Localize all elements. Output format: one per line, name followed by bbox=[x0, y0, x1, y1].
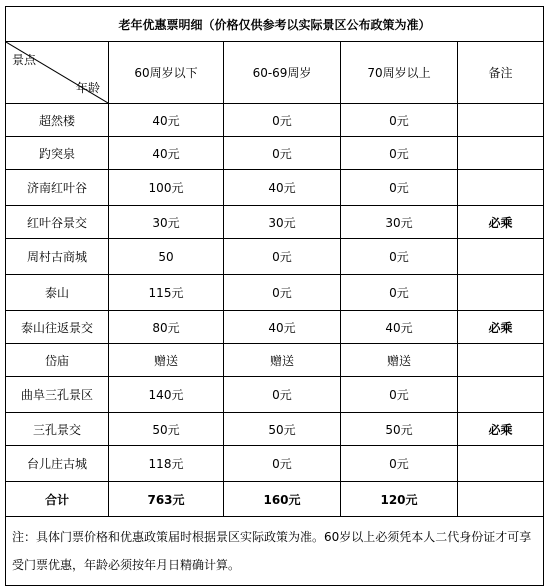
total-label: 合计 bbox=[6, 482, 109, 517]
attraction-name: 泰山往返景交 bbox=[6, 311, 109, 344]
senior-ticket-table bbox=[5, 6, 544, 586]
price-60-69: 0元 bbox=[224, 377, 341, 413]
price-60-69: 0元 bbox=[224, 137, 341, 170]
price-under-60: 80元 bbox=[109, 311, 224, 344]
attraction-name: 岱庙 bbox=[6, 344, 109, 377]
table-row bbox=[6, 137, 544, 170]
price-60-69: 0元 bbox=[224, 275, 341, 311]
table-title: 老年优惠票明细（价格仅供参考以实际景区公布政策为准） bbox=[6, 7, 544, 42]
price-60-69: 30元 bbox=[224, 206, 341, 239]
price-under-60: 100元 bbox=[109, 170, 224, 206]
attraction-name: 超然楼 bbox=[6, 104, 109, 137]
remark: 必乘 bbox=[458, 311, 544, 344]
price-under-60: 50 bbox=[109, 239, 224, 275]
remark bbox=[458, 137, 544, 170]
remark bbox=[458, 239, 544, 275]
price-under-60: 30元 bbox=[109, 206, 224, 239]
price-under-60: 40元 bbox=[109, 137, 224, 170]
price-over-70: 0元 bbox=[341, 446, 458, 482]
table-title-row bbox=[6, 7, 544, 42]
table-row bbox=[6, 344, 544, 377]
total-under-60: 763元 bbox=[109, 482, 224, 517]
price-60-69: 50元 bbox=[224, 413, 341, 446]
attraction-name: 台儿庄古城 bbox=[6, 446, 109, 482]
header-note: 备注 bbox=[458, 42, 544, 104]
header-under-60: 60周岁以下 bbox=[109, 42, 224, 104]
table-row bbox=[6, 377, 544, 413]
attraction-name: 三孔景交 bbox=[6, 413, 109, 446]
attraction-name: 曲阜三孔景区 bbox=[6, 377, 109, 413]
attraction-name: 泰山 bbox=[6, 275, 109, 311]
table-row bbox=[6, 446, 544, 482]
price-under-60: 40元 bbox=[109, 104, 224, 137]
price-60-69: 40元 bbox=[224, 311, 341, 344]
price-60-69: 0元 bbox=[224, 446, 341, 482]
price-60-69: 0元 bbox=[224, 104, 341, 137]
remark bbox=[458, 275, 544, 311]
table-row bbox=[6, 104, 544, 137]
price-over-70: 0元 bbox=[341, 377, 458, 413]
price-under-60: 140元 bbox=[109, 377, 224, 413]
remark bbox=[458, 377, 544, 413]
table-row bbox=[6, 170, 544, 206]
price-60-69: 40元 bbox=[224, 170, 341, 206]
price-over-70: 0元 bbox=[341, 104, 458, 137]
price-over-70: 0元 bbox=[341, 239, 458, 275]
price-under-60: 118元 bbox=[109, 446, 224, 482]
table-row bbox=[6, 311, 544, 344]
ticket-table-wrapper bbox=[5, 6, 543, 586]
remark bbox=[458, 170, 544, 206]
table-body bbox=[6, 104, 544, 482]
remark bbox=[458, 344, 544, 377]
header-row bbox=[6, 42, 544, 104]
price-over-70: 赠送 bbox=[341, 344, 458, 377]
footnote-row bbox=[6, 517, 544, 586]
price-over-70: 50元 bbox=[341, 413, 458, 446]
footnote-text: 注：具体门票价格和优惠政策届时根据景区实际政策为准。60岁以上必须凭本人二代身份证才可享受门票优惠，年龄必须按年月日精确计算。 bbox=[6, 517, 544, 586]
price-over-70: 0元 bbox=[341, 137, 458, 170]
price-over-70: 30元 bbox=[341, 206, 458, 239]
remark bbox=[458, 104, 544, 137]
price-under-60: 赠送 bbox=[109, 344, 224, 377]
total-note bbox=[458, 482, 544, 517]
table-row bbox=[6, 239, 544, 275]
remark: 必乘 bbox=[458, 413, 544, 446]
corner-header-cell bbox=[6, 42, 109, 104]
price-60-69: 0元 bbox=[224, 239, 341, 275]
attraction-name: 趵突泉 bbox=[6, 137, 109, 170]
attraction-name: 济南红叶谷 bbox=[6, 170, 109, 206]
price-60-69: 赠送 bbox=[224, 344, 341, 377]
header-over-70: 70周岁以上 bbox=[341, 42, 458, 104]
attraction-name: 红叶谷景交 bbox=[6, 206, 109, 239]
table-row bbox=[6, 413, 544, 446]
price-under-60: 115元 bbox=[109, 275, 224, 311]
price-under-60: 50元 bbox=[109, 413, 224, 446]
table-row bbox=[6, 275, 544, 311]
total-over-70: 120元 bbox=[341, 482, 458, 517]
corner-label-age: 年龄 bbox=[75, 81, 100, 95]
total-60-69: 160元 bbox=[224, 482, 341, 517]
corner-label-attraction: 景点 bbox=[12, 53, 37, 67]
price-over-70: 0元 bbox=[341, 170, 458, 206]
remark bbox=[458, 446, 544, 482]
price-over-70: 0元 bbox=[341, 275, 458, 311]
remark: 必乘 bbox=[458, 206, 544, 239]
table-row bbox=[6, 206, 544, 239]
header-60-69: 60-69周岁 bbox=[224, 42, 341, 104]
attraction-name: 周村古商城 bbox=[6, 239, 109, 275]
price-over-70: 40元 bbox=[341, 311, 458, 344]
total-row bbox=[6, 482, 544, 517]
